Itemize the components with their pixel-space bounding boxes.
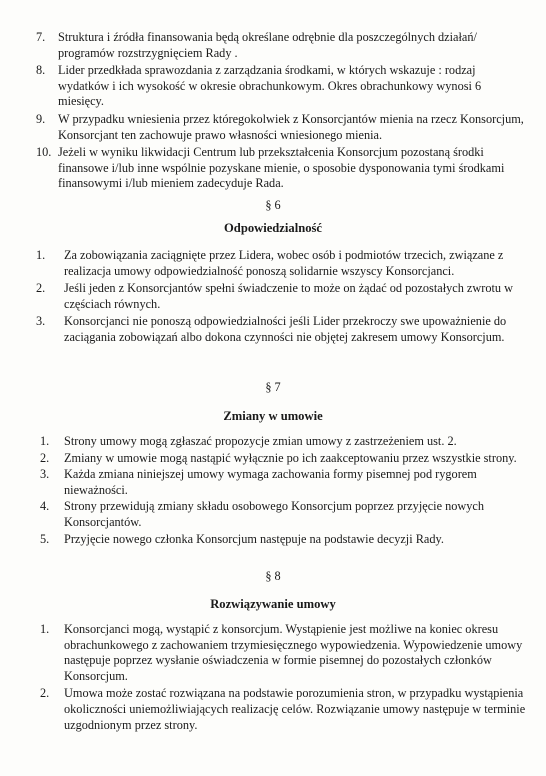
list-item [36, 30, 526, 61]
item-text: Każda zmiana niniejszej umowy wymaga zachowania formy pisemnej pod rygorem nieważności. [64, 467, 477, 497]
item-text: Umowa może zostać rozwiązana na podstawie porozumienia stron, w przypadku wystąpienia okoliczności uniemożliwiających realizację celów. Rozwiązanie umowy następuje w terminie uzgodnionym przez strony. [64, 686, 526, 732]
list-item [40, 686, 526, 733]
item-number: 2. [40, 450, 50, 465]
item-text: W przypadku wniesienia przez któregokolwiek z Konsorcjantów mienia na rzecz Konsorcjum, Konsorcjant ten zachowuje prawo własności wniesionego mienia. [58, 111, 524, 142]
list-item [40, 467, 526, 498]
list-item [36, 145, 526, 192]
list-item [36, 281, 526, 312]
item-text: Przyjęcie nowego członka Konsorcjum następuje na podstawie decyzji Rady. [64, 531, 444, 546]
item-text: Jeżeli w wyniku likwidacji Centrum lub przekształcenia Konsorcjum pozostaną środki finansowe i/lub inne wspólnie pozyskane mienie, o sposobie dysponowania tymi środkami finansowymi i/lub mieniem zadecyduje Rada. [58, 145, 505, 191]
list-item [36, 63, 526, 110]
item-number: 2. [36, 281, 46, 296]
item-number: 9. [36, 111, 46, 126]
section8-list [40, 622, 526, 735]
section7-list [40, 434, 526, 548]
item-text: Konsorcjanci mogą, wystąpić z konsorcjum. Wystąpienie jest możliwe na koniec okresu obrachunkowego z zachowaniem trzymiesięcznego wypowiedzenia. Wypowiedzenie umowy następuje poprzez wysłanie oświadczenia w formie pisemnej do pozostałych członków Konsorcjum. [64, 622, 523, 683]
list-item [40, 532, 526, 548]
section7-symbol: § 7 [265, 380, 281, 394]
item-text: Za zobowiązania zaciągnięte przez Lidera, wobec osób i podmiotów trzecich, związane z realizacja umowy odpowiedzialność ponoszą solidarnie wszyscy Konsorcjanci. [64, 248, 504, 278]
list-item [40, 622, 526, 684]
item-text: Struktura i źródła finansowania będą określane odrębnie dla poszczególnych działań/ programów rozstrzygnięciem Rady . [58, 30, 477, 60]
list-item [40, 499, 526, 530]
section5-continued-list [36, 30, 526, 194]
item-number: 3. [40, 467, 50, 482]
list-item [40, 434, 526, 450]
item-text: Lider przedkłada sprawozdania z zarządzania środkami, w których wskazuje : rodzaj wydatków i ich wysokość w okresie obrachunkowym. Okres obrachunkowy wynosi 6 miesięcy. [58, 63, 482, 109]
item-number: 3. [36, 314, 46, 329]
item-number: 1. [36, 248, 46, 262]
item-text: Strony przewidują zmiany składu osobowego Konsorcjum poprzez przyjęcie nowych Konsorcjantów. [64, 499, 485, 529]
section6-list [36, 248, 526, 348]
section6-symbol: § 6 [265, 198, 281, 212]
section7-title: Zmiany w umowie [223, 409, 323, 423]
item-number: 1. [40, 622, 50, 636]
item-number: 4. [40, 499, 50, 514]
item-number: 8. [36, 63, 46, 78]
list-item [40, 451, 526, 467]
item-number: 7. [36, 30, 46, 44]
item-number: 1. [40, 434, 50, 448]
section6-title: Odpowiedzialność [224, 221, 322, 235]
item-text: Konsorcjanci nie ponoszą odpowiedzialności jeśli Lider przekroczy swe upoważnienie do zaciągania zobowiązań albo dokona czynności nie objętej zakresem umowy Konsorcjum. [64, 314, 507, 344]
item-text: Strony umowy mogą zgłaszać propozycje zmian umowy z zastrzeżeniem ust. 2. [64, 434, 457, 448]
item-number: 2. [40, 686, 50, 701]
item-number: 10. [36, 145, 52, 160]
item-text: Jeśli jeden z Konsorcjantów spełni świadczenie to może on żądać od pozostałych zwrotu w częściach równych. [64, 281, 514, 311]
item-text: Zmiany w umowie mogą nastąpić wyłącznie po ich zaakceptowaniu przez wszystkie strony. [64, 450, 517, 465]
section8-title: Rozwiązywanie umowy [210, 597, 336, 611]
list-item [36, 314, 526, 345]
list-item [36, 248, 526, 279]
item-number: 5. [40, 531, 50, 546]
section8-symbol: § 8 [265, 569, 281, 583]
list-item [36, 112, 526, 143]
